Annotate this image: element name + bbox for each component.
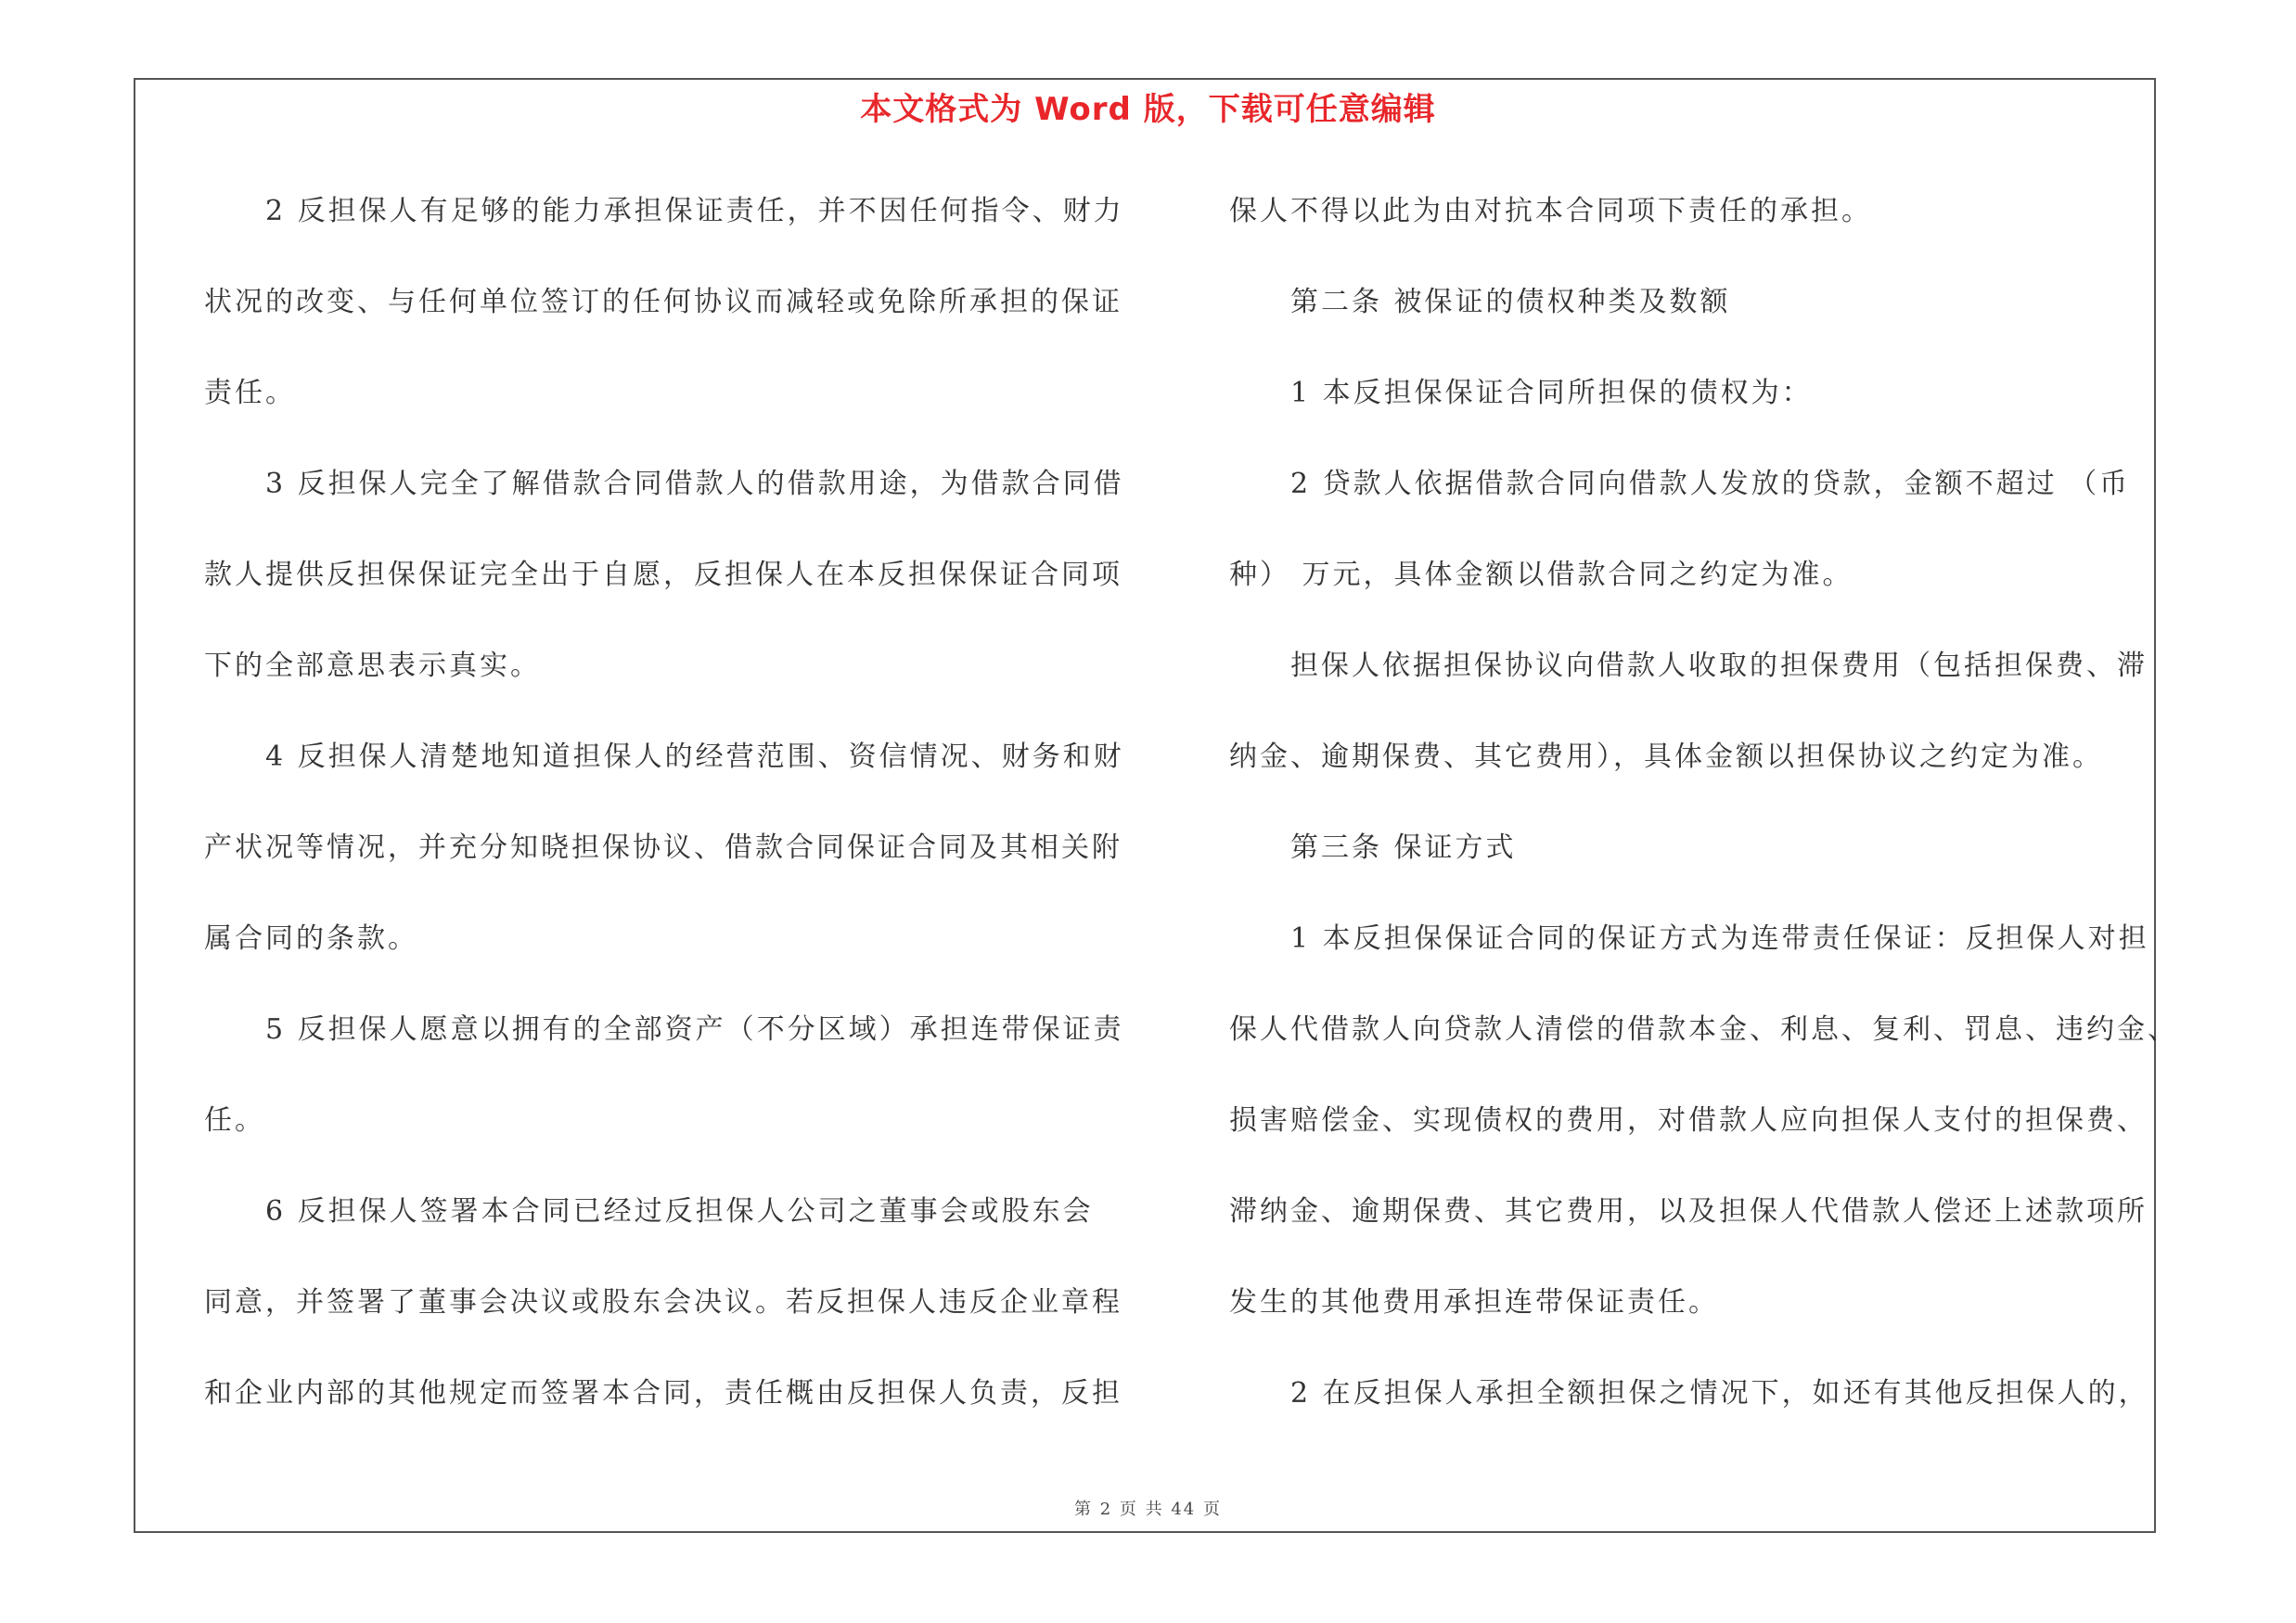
word-format-banner: 本文格式为 Word 版，下载可任意编辑 [860, 91, 1436, 128]
text-line: 和企业内部的其他规定而签署本合同，责任概由反担保人负责，反担 [204, 1377, 1122, 1410]
text-line: 产状况等情况，并充分知晓担保协议、借款合同保证合同及其相关附 [204, 831, 1122, 864]
text-line: 2 在反担保人承担全额担保之情况下，如还有其他反担保人的， [1290, 1377, 2149, 1410]
text-line: 种） 万元，具体金额以借款合同之约定为准。 [1229, 559, 1853, 591]
text-line: 纳金、逾期保费、其它费用），具体金额以担保协议之约定为准。 [1229, 741, 2103, 773]
text-line: 状况的改变、与任何单位签订的任何协议而减轻或免除所承担的保证 [204, 286, 1122, 318]
text-line: 损害赔偿金、实现债权的费用，对借款人应向担保人支付的担保费、 [1229, 1104, 2148, 1137]
text-line: 责任。 [204, 377, 296, 409]
text-line: 款人提供反担保保证完全出于自愿，反担保人在本反担保保证合同项 [204, 559, 1122, 591]
text-line: 5 反担保人愿意以拥有的全部资产（不分区域）承担连带保证责 [265, 1013, 1124, 1046]
left-text-column [204, 184, 1122, 1457]
right-text-column [1229, 184, 2178, 1457]
text-line: 1 本反担保保证合同所担保的债权为： [1290, 377, 1813, 409]
text-line: 4 反担保人清楚地知道担保人的经营范围、资信情况、财务和财 [265, 741, 1124, 773]
text-line: 6 反担保人签署本合同已经过反担保人公司之董事会或股东会 [265, 1195, 1094, 1228]
text-line: 2 贷款人依据借款合同向借款人发放的贷款，金额不超过 （币 [1290, 468, 2131, 500]
text-line: 第三条 保证方式 [1290, 831, 1517, 864]
text-line: 第二条 被保证的债权种类及数额 [1290, 286, 1731, 318]
page-number-footer: 第 2 页 共 44 页 [1074, 1500, 1222, 1519]
text-line: 发生的其他费用承担连带保证责任。 [1229, 1286, 1719, 1319]
text-line: 同意，并签署了董事会决议或股东会决议。若反担保人违反企业章程 [204, 1286, 1122, 1319]
text-line: 3 反担保人完全了解借款合同借款人的借款用途，为借款合同借 [265, 468, 1124, 500]
text-line: 担保人依据担保协议向借款人收取的担保费用（包括担保费、滞 [1290, 650, 2148, 682]
text-line: 保人不得以此为由对抗本合同项下责任的承担。 [1229, 195, 1872, 227]
text-line: 2 反担保人有足够的能力承担保证责任，并不因任何指令、财力 [265, 195, 1124, 227]
text-line: 任。 [204, 1104, 265, 1137]
text-line: 滞纳金、逾期保费、其它费用，以及担保人代借款人偿还上述款项所 [1229, 1195, 2148, 1228]
text-line: 下的全部意思表示真实。 [204, 650, 541, 682]
text-line: 1 本反担保保证合同的保证方式为连带责任保证：反担保人对担 [1290, 922, 2149, 955]
text-line: 保人代借款人向贷款人清偿的借款本金、利息、复利、罚息、违约金、 [1229, 1013, 2178, 1046]
text-line: 属合同的条款。 [204, 922, 418, 955]
